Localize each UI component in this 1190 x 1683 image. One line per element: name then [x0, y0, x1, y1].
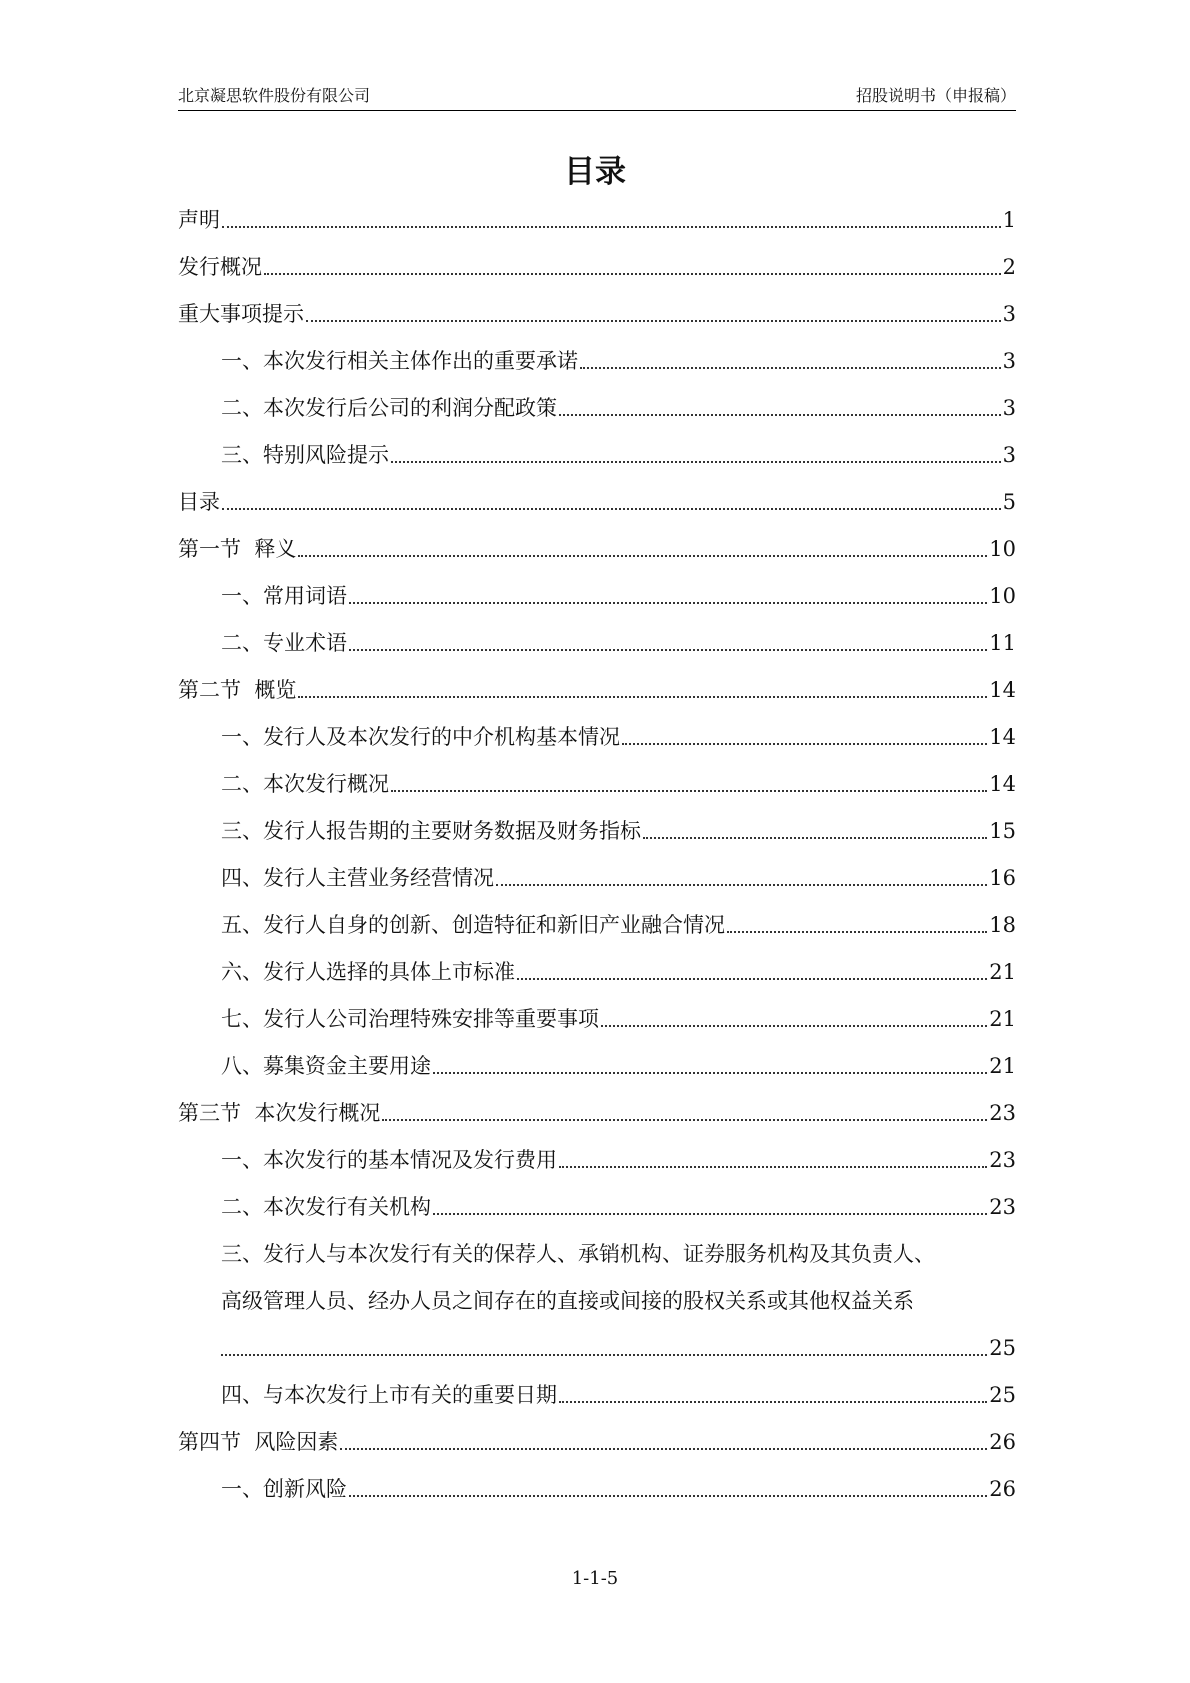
toc-entry-wrapped-line2[interactable]: 高级管理人员、经办人员之间存在的直接或间接的股权关系或其他权益关系	[221, 1289, 914, 1313]
toc-entry-title: 第二节 概览	[178, 678, 297, 702]
toc-entry[interactable]	[178, 205, 1016, 235]
toc-entry-title: 一、发行人及本次发行的中介机构基本情况	[221, 725, 620, 749]
dot-leader	[580, 367, 1001, 369]
toc-entry-page: 18	[989, 913, 1016, 937]
toc-entry[interactable]	[221, 1474, 1016, 1504]
toc-entry-title: 二、专业术语	[221, 631, 347, 655]
toc-entry-page: 2	[1002, 255, 1016, 279]
toc-entry-page: 25	[989, 1336, 1016, 1360]
toc-entry[interactable]	[221, 816, 1016, 846]
toc-entry-page: 3	[1002, 396, 1016, 420]
toc-entry-page: 3	[1002, 302, 1016, 326]
toc-entry-title: 第一节 释义	[178, 537, 297, 561]
dot-leader	[298, 696, 987, 698]
dot-leader	[222, 508, 1001, 510]
dot-leader	[298, 555, 987, 557]
toc-entry[interactable]	[221, 581, 1016, 611]
toc-entry[interactable]	[221, 722, 1016, 752]
toc-entry-page: 25	[989, 1383, 1016, 1407]
dot-leader	[559, 1166, 987, 1168]
toc-entry[interactable]	[221, 769, 1016, 799]
dot-leader	[306, 320, 1001, 322]
dot-leader	[496, 884, 987, 886]
toc-entry-page: 3	[1002, 443, 1016, 467]
toc-entry[interactable]	[178, 1098, 1016, 1128]
toc-entry-page: 21	[989, 1007, 1016, 1031]
toc-entry[interactable]	[221, 628, 1016, 658]
toc-entry-title: 一、本次发行相关主体作出的重要承诺	[221, 349, 578, 373]
toc-entry-title: 第四节 风险因素	[178, 1430, 339, 1454]
page-title: 目录	[564, 154, 626, 190]
toc-entry[interactable]	[221, 1051, 1016, 1081]
dot-leader	[221, 1354, 987, 1356]
toc-entry-page: 16	[989, 866, 1016, 890]
toc-entry-page: 26	[989, 1430, 1016, 1454]
toc-entry-title: 四、发行人主营业务经营情况	[221, 866, 494, 890]
toc-entry-title: 第三节 本次发行概况	[178, 1101, 381, 1125]
dot-leader	[222, 226, 1001, 228]
toc-entry[interactable]	[221, 440, 1016, 470]
toc-entry-wrapped-line1[interactable]: 三、发行人与本次发行有关的保荐人、承销机构、证券服务机构及其负责人、	[221, 1242, 935, 1266]
toc-entry-page: 21	[989, 960, 1016, 984]
toc-entry-title: 二、本次发行后公司的利润分配政策	[221, 396, 557, 420]
dot-leader	[622, 743, 987, 745]
toc-entry[interactable]	[221, 393, 1016, 423]
dot-leader	[517, 978, 987, 980]
dot-leader	[391, 790, 987, 792]
toc-entry-title: 七、发行人公司治理特殊安排等重要事项	[221, 1007, 599, 1031]
toc-entry-page: 1	[1002, 208, 1016, 232]
dot-leader	[349, 649, 987, 651]
toc-entry-page: 14	[989, 772, 1016, 796]
toc-entry-title: 一、创新风险	[221, 1477, 347, 1501]
toc-entry[interactable]	[221, 1192, 1016, 1222]
toc-entry-page: 11	[989, 631, 1016, 655]
toc-entry[interactable]	[221, 863, 1016, 893]
toc-entry-title: 发行概况	[178, 255, 262, 279]
toc-entry-title: 三、特别风险提示	[221, 443, 389, 467]
toc-entry-page: 14	[989, 678, 1016, 702]
dot-leader	[340, 1448, 987, 1450]
toc-entry-title: 一、本次发行的基本情况及发行费用	[221, 1148, 557, 1172]
toc-entry-page: 3	[1002, 349, 1016, 373]
toc-entry-page: 26	[989, 1477, 1016, 1501]
toc-entry-page: 5	[1002, 490, 1016, 514]
dot-leader	[643, 837, 987, 839]
toc-entry[interactable]	[221, 957, 1016, 987]
toc-entry[interactable]	[178, 487, 1016, 517]
toc-entry-title: 重大事项提示	[178, 302, 304, 326]
toc-entry-title: 四、与本次发行上市有关的重要日期	[221, 1383, 557, 1407]
toc-entry[interactable]	[221, 1380, 1016, 1410]
toc-entry-title: 三、发行人报告期的主要财务数据及财务指标	[221, 819, 641, 843]
document-type: 招股说明书（申报稿）	[855, 86, 1016, 105]
dot-leader	[559, 414, 1001, 416]
toc-entry-page: 10	[989, 537, 1016, 561]
dot-leader	[349, 602, 987, 604]
toc-entry-title: 声明	[178, 208, 220, 232]
toc-entry-page: 21	[989, 1054, 1016, 1078]
toc-entry[interactable]	[221, 346, 1016, 376]
toc-entry-wrapped-leader-row[interactable]	[221, 1333, 1016, 1363]
dot-leader	[382, 1119, 987, 1121]
page-number: 1-1-5	[571, 1568, 619, 1589]
company-name: 北京凝思软件股份有限公司	[178, 86, 371, 105]
toc-entry-page: 14	[989, 725, 1016, 749]
dot-leader	[601, 1025, 987, 1027]
toc-entry[interactable]	[178, 299, 1016, 329]
toc-entry-page: 23	[989, 1101, 1016, 1125]
dot-leader	[433, 1213, 987, 1215]
toc-entry-page: 23	[989, 1148, 1016, 1172]
toc-entry[interactable]	[221, 910, 1016, 940]
toc-entry-page: 23	[989, 1195, 1016, 1219]
toc-entry-title: 二、本次发行概况	[221, 772, 389, 796]
toc-entry[interactable]	[178, 534, 1016, 564]
toc-entry-title: 目录	[178, 490, 220, 514]
toc-entry[interactable]	[221, 1004, 1016, 1034]
toc-entry[interactable]	[178, 252, 1016, 282]
toc-entry-title: 一、常用词语	[221, 584, 347, 608]
toc-entry[interactable]	[178, 1427, 1016, 1457]
dot-leader	[391, 461, 1001, 463]
dot-leader	[559, 1401, 987, 1403]
toc-entry-page: 10	[989, 584, 1016, 608]
dot-leader	[727, 931, 987, 933]
toc-entry[interactable]	[221, 1145, 1016, 1175]
dot-leader	[264, 273, 1001, 275]
toc-entry-page: 15	[989, 819, 1016, 843]
dot-leader	[349, 1495, 987, 1497]
toc-entry-title: 五、发行人自身的创新、创造特征和新旧产业融合情况	[221, 913, 725, 937]
toc-entry-title: 六、发行人选择的具体上市标准	[221, 960, 515, 984]
toc-entry-title: 八、募集资金主要用途	[221, 1054, 431, 1078]
toc-entry-title: 二、本次发行有关机构	[221, 1195, 431, 1219]
dot-leader	[433, 1072, 987, 1074]
toc-entry[interactable]	[178, 675, 1016, 705]
